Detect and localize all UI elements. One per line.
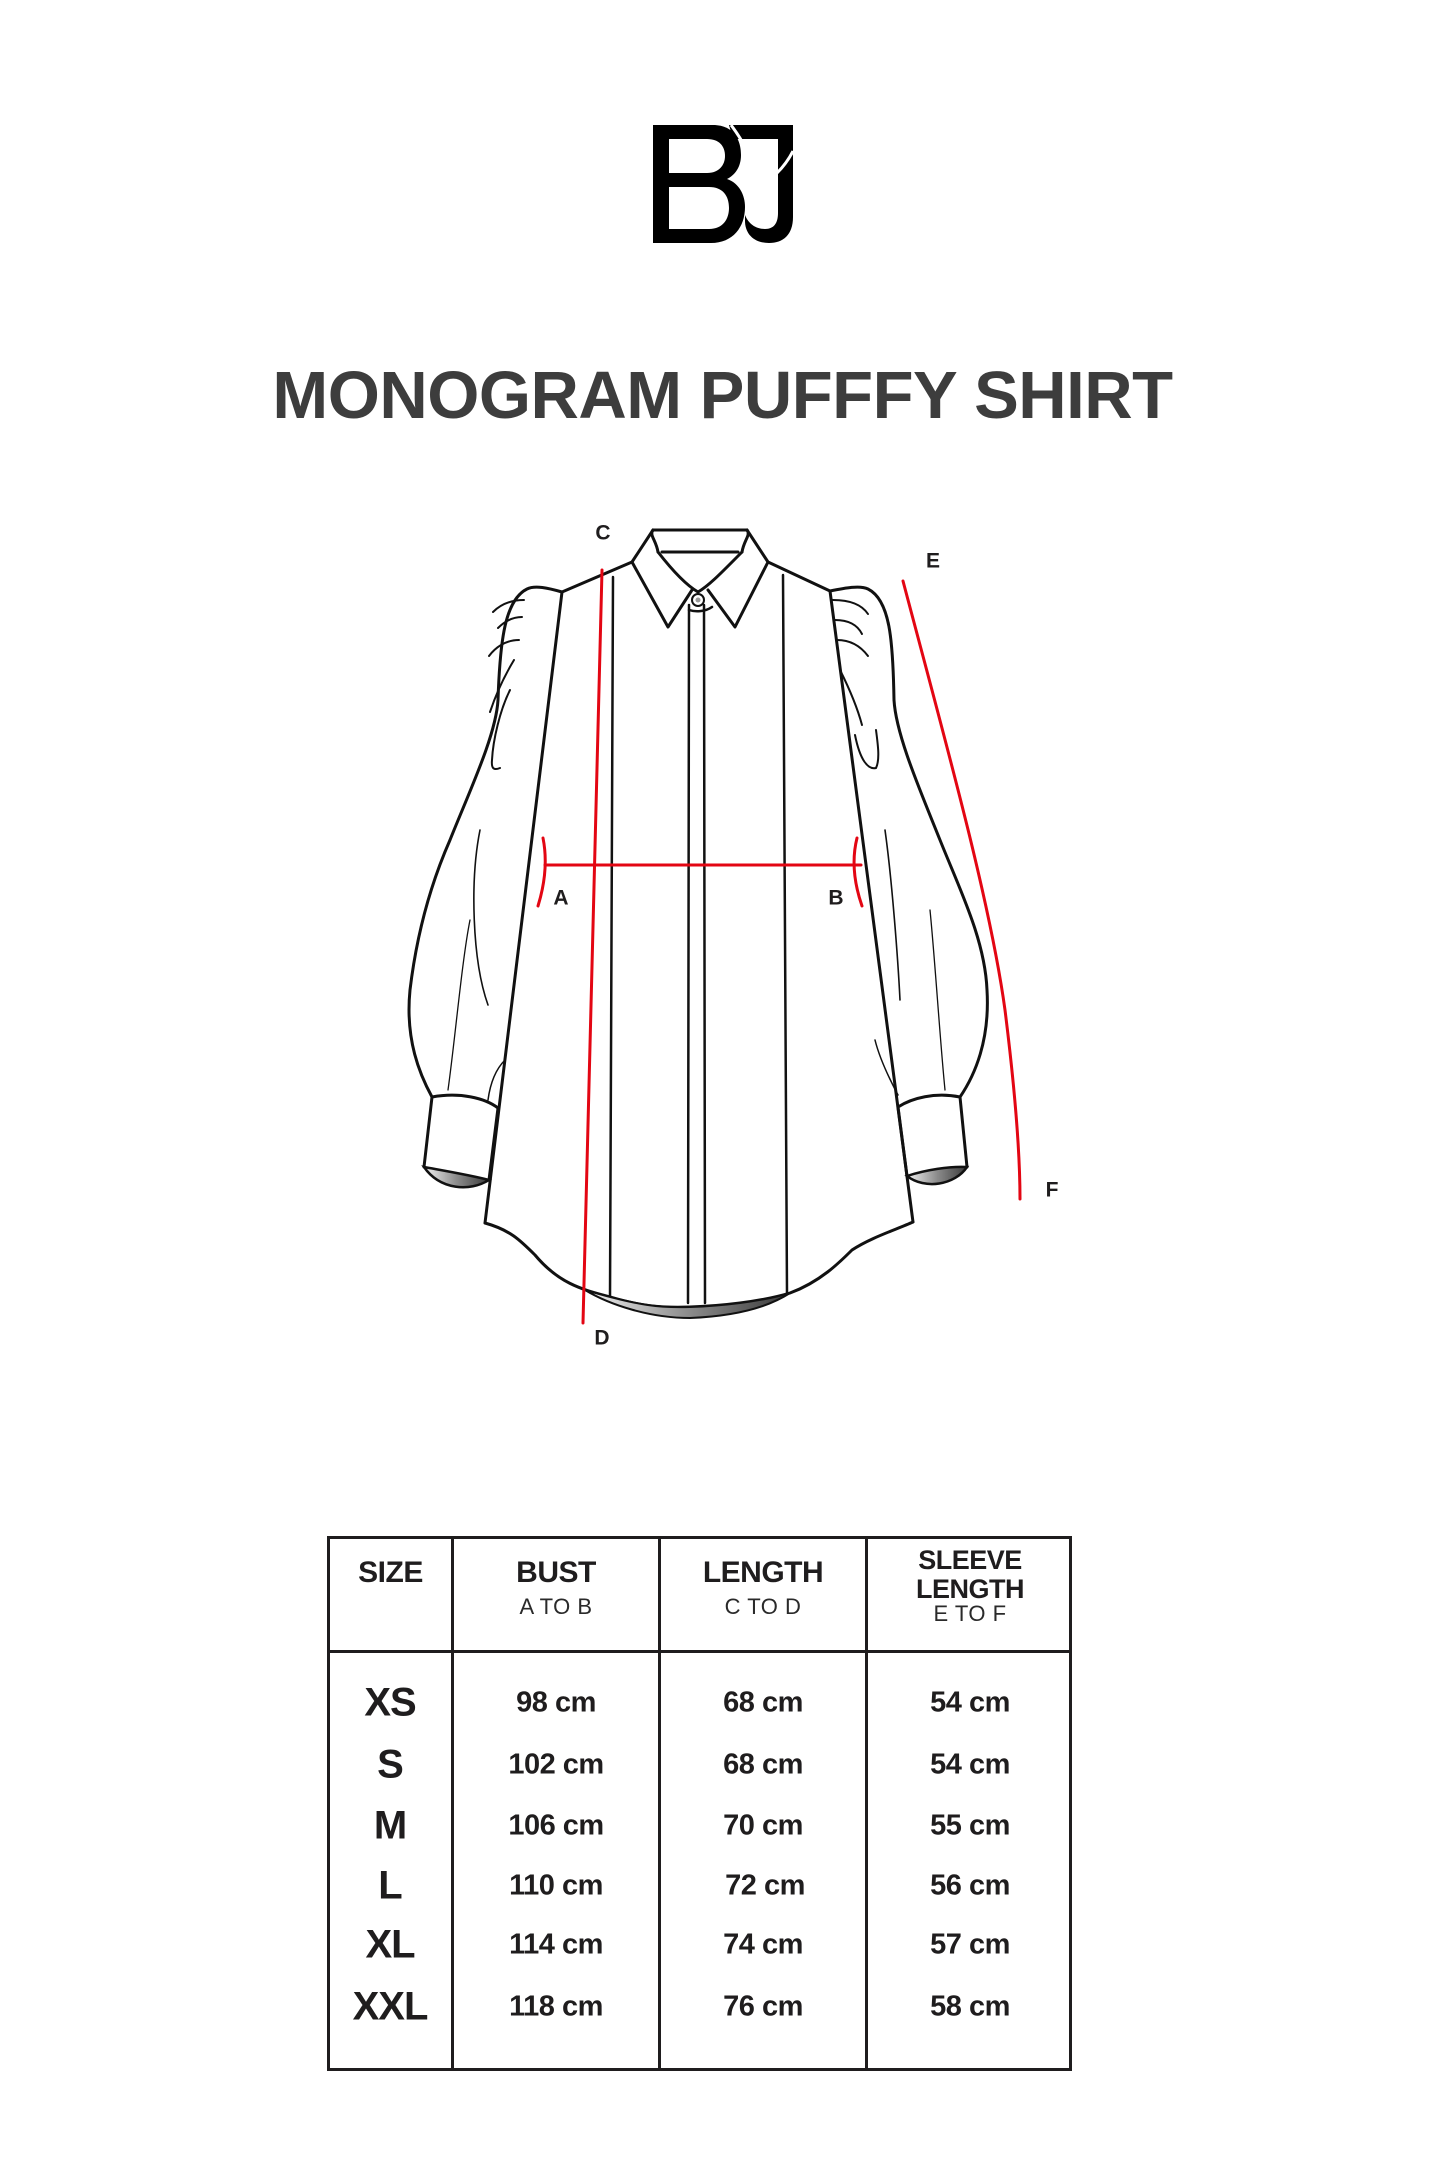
header-size: SIZE (358, 1556, 423, 1589)
page-title: MONOGRAM PUFFFY SHIRT (272, 358, 1173, 433)
bust-mark-a (538, 838, 545, 906)
left-cuff-opening (424, 1167, 489, 1187)
size-chart-table: SIZE BUST A TO B LENGTH C TO D SLEEVE LENGTH E TO F XS 98 cm 68 cm 54 cm S 102 cm 68 cm 54 cm M 106 cm 70 cm 55 cm L 110 cm 72 cm 56 cm XL 114 cm 74 cm 57 cm XXL 118 cm 76 cm 58 cm (327, 1536, 1072, 2071)
label-e: E (925, 549, 941, 573)
header-sleeve-length: SLEEVE LENGTH E TO F (916, 1545, 1024, 1626)
header-length: LENGTH C TO D (702, 1556, 824, 1619)
label-a: A (553, 886, 569, 910)
length-line (583, 570, 602, 1323)
header-bust: BUST A TO B (516, 1556, 596, 1619)
label-f: F (1045, 1178, 1059, 1202)
label-d: D (594, 1326, 610, 1350)
label-c: C (595, 521, 611, 545)
right-cuff-opening (907, 1167, 967, 1184)
shirt-outline (409, 530, 987, 1307)
label-b: B (828, 886, 844, 910)
bust-mark-b (854, 838, 862, 906)
